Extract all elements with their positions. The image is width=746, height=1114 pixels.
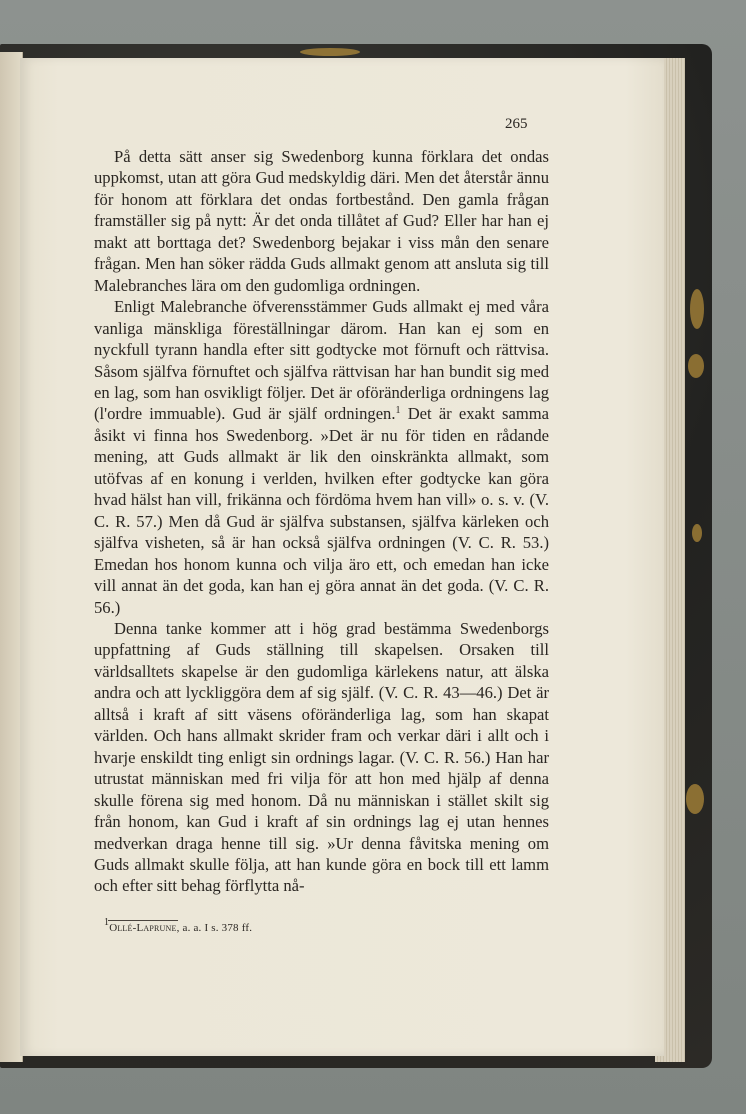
footnote-rule (108, 920, 178, 921)
body-text (94, 146, 549, 897)
cover-pattern-spot (300, 48, 360, 56)
paragraph-text: Enligt Malebranche öfverensstämmer Guds allmakt ej med våra vanliga mänskliga föreställningar därom. Han kan ej som en nyckfull tyrann handla efter sitt godtycke mot förnuft och rättvisa. Såsom själfva förnuftet och själfva rättvisan har han bundit sig med en lag, som han osvikligt följer. Det är oföränderliga ordningens lag (l'ordre immuable). Gud är själf ordningen. (94, 297, 549, 424)
cover-pattern-spot (692, 524, 702, 542)
footnote-author: Ollé-Laprune (109, 922, 177, 934)
footnote-reference: 1 (395, 405, 401, 417)
cover-pattern-spot (688, 354, 704, 378)
footnote-marker: 1 (104, 917, 110, 928)
paragraph (94, 296, 549, 618)
paragraph-text: Det är exakt samma åsikt vi finna hos Swedenborg. »Det är nu för tiden en rådande mening, att Guds allmakt är lik den oinskränkta allmakt, som utöfvas af en konung i verlden, hvilken efter godtycke kan göra hvad hälst han vill, frikänna och fördöma hvem han vill» o. s. v. (V. C. R. 57.) Men då Gud är själfva substansen, själfva kärleken och själfva visheten, så är han också själfva ordningen (V. C. R. 53.) Emedan hos honom kunna och vilja äro ett, och emedan han icke vill annat än det goda, kan han ej göra annat än det goda. (V. C. R. 56.) (94, 404, 549, 617)
cover-pattern-spot (690, 289, 704, 329)
cover-pattern-spot (686, 784, 704, 814)
paragraph: Denna tanke kommer att i hög grad bestämma Swedenborgs uppfattning af Guds ställning till skapelsen. Orsaken till världsalltets skapelse är den gudomliga kärlekens natur, att älska andra och att lyckliggöra dem af sig själf. (V. C. R. 43—46.) Det är alltså i kraft af sitt väsens oföränderliga lag, som han skapat världen. Och hans allmakt skrider fram och verkar däri i allt och i hvarje enskildt ting enligt sin ordnings lagar. (V. C. R. 56.) Han har utrustat människan med fri vilja för att hon med hjälp af denna skulle förena sig med honom. Då nu människan i stället skilt sig från honom, kan Gud i kraft af sin ordnings lag ej utan hennes medverkan draga henne till sig. »Ur denna fåvitska mening om Guds allmakt skulle följa, att han kunde göra en bock till ett lamm och efter sitt behag förflytta nå- (94, 618, 549, 896)
page-number: 265 (505, 116, 528, 132)
paragraph: På detta sätt anser sig Swedenborg kunna förklara det ondas uppkomst, utan att göra Gud medskyldig däri. Men det återstår ännu för honom att förklara det ondas fortbestånd. Den gamla frågan framställer sig på nytt: Är det onda tillåtet af Gud? Eller har han ej makt att borttaga det? Swedenborg bejakar i viss mån den senare frågan. Men han söker rädda Guds allmakt genom att ansluta sig till Malebranches lära om den gudomliga ordningen. (94, 147, 549, 295)
footnote (104, 917, 253, 934)
footnote-text: , a. a. I s. 378 ff. (176, 922, 253, 934)
